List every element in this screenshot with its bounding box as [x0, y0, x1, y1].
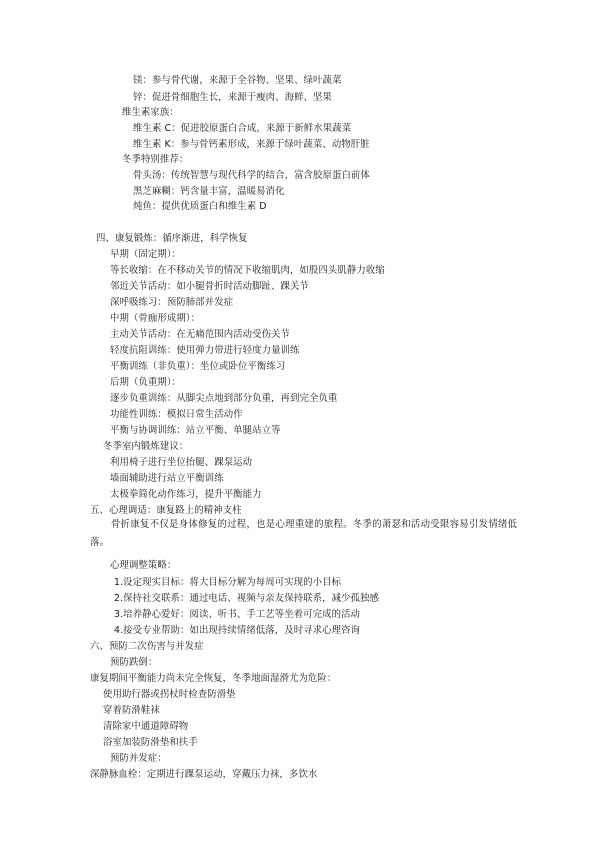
- section4-title: 四、康复锻炼：循序渐进，科学恢复: [96, 233, 248, 244]
- late-phase-item: 平衡与协调训练：站立平衡、单腿站立等: [110, 425, 281, 436]
- early-phase-item: 等长收缩：在不移动关节的情况下收缩肌肉，如股四头肌静力收缩: [110, 265, 385, 276]
- late-phase-heading: 后期（负重期）：: [110, 377, 182, 388]
- strategy-item: 3.培养静心爱好：阅读、听书、手工艺等坐着可完成的活动: [114, 609, 361, 620]
- section6-title: 六、预防二次伤害与并发症: [90, 641, 204, 652]
- mineral-zinc: 锌：促进骨细胞生长，来源于瘦肉、海鲜、坚果: [133, 92, 332, 103]
- vitamin-c: 维生素 C：促进胶原蛋白合成，来源于新鲜水果蔬菜: [133, 123, 352, 134]
- early-phase-item: 深呼吸练习：预防肺部并发症: [110, 297, 234, 308]
- strategy-heading: 心理调整策略：: [110, 560, 177, 571]
- section5-title: 五、心理调适：康复路上的精神支柱: [90, 505, 242, 516]
- strategy-item: 2.保持社交联系：通过电话、视频与亲友保持联系，减少孤独感: [114, 593, 379, 604]
- early-phase-heading: 早期（固定期）：: [110, 249, 182, 260]
- winter-recommend-item: 炖鱼：提供优质蛋白和维生素 D: [133, 201, 267, 212]
- late-phase-item: 逐步负重训练：从脚尖点地到部分负重，再到完全负重: [110, 393, 338, 404]
- winter-recommend-heading: 冬季特别推荐：: [122, 154, 189, 165]
- winter-recommend-item: 黑芝麻糊：钙含量丰富，温暖易消化: [133, 186, 285, 197]
- fall-prevention-item: 穿着防滑鞋袜: [103, 705, 160, 716]
- strategy-item: 1.设定现实目标：将大目标分解为每周可实现的小目标: [114, 577, 342, 588]
- middle-phase-item: 主动关节活动：在无痛范围内活动受伤关节: [110, 329, 291, 340]
- mineral-magnesium: 镁：参与骨代谢，来源于全谷物、坚果、绿叶蔬菜: [133, 75, 342, 86]
- winter-indoor-item: 墙面辅助进行站立平衡训练: [110, 473, 224, 484]
- middle-phase-item: 平衡训练（非负重）：坐位或卧位平衡练习: [110, 361, 286, 372]
- middle-phase-item: 轻度抗阻训练：使用弹力带进行轻度力量训练: [110, 345, 300, 356]
- dvt-prevention: 深静脉血栓：定期进行踝泵运动，穿戴压力袜，多饮水: [90, 769, 318, 780]
- early-phase-item: 邻近关节活动：如小腿骨折时活动脚趾、踝关节: [110, 281, 309, 292]
- fall-prevention-intro: 康复期间平衡能力尚未完全恢复，冬季地面湿滑尤为危险：: [90, 673, 337, 684]
- strategy-item: 4.接受专业帮助：如出现持续情绪低落，及时寻求心理咨询: [114, 625, 361, 636]
- fall-prevention-item: 浴室加装防滑垫和扶手: [103, 737, 198, 748]
- vitamin-k: 维生素 K：参与骨钙素形成，来源于绿叶蔬菜、动物肝脏: [133, 139, 370, 150]
- middle-phase-heading: 中期（骨痂形成期）：: [110, 313, 201, 324]
- winter-indoor-item: 太极拳简化动作练习，提升平衡能力: [110, 489, 262, 500]
- fall-prevention-heading: 预防跌倒：: [110, 657, 158, 668]
- fall-prevention-item: 使用助行器或拐杖时检查防滑垫: [103, 689, 236, 700]
- fall-prevention-item: 清除家中通道障碍物: [103, 721, 189, 732]
- winter-indoor-item: 利用椅子进行坐位抬腿、踝泵运动: [110, 457, 253, 468]
- winter-indoor-heading: 冬季室内锻炼建议：: [103, 441, 189, 452]
- section5-intro: 骨折康复不仅是身体修复的过程，也是心理重建的旅程。冬季的萧瑟和活动受限容易引发情绪低落。: [90, 519, 518, 548]
- winter-recommend-item: 骨头汤：传统智慧与现代科学的结合，富含胶原蛋白前体: [133, 170, 370, 181]
- vitamins-heading: 维生素家族：: [122, 107, 179, 118]
- complications-heading: 预防并发症：: [110, 753, 167, 764]
- late-phase-item: 功能性训练：模拟日常生活动作: [110, 409, 243, 420]
